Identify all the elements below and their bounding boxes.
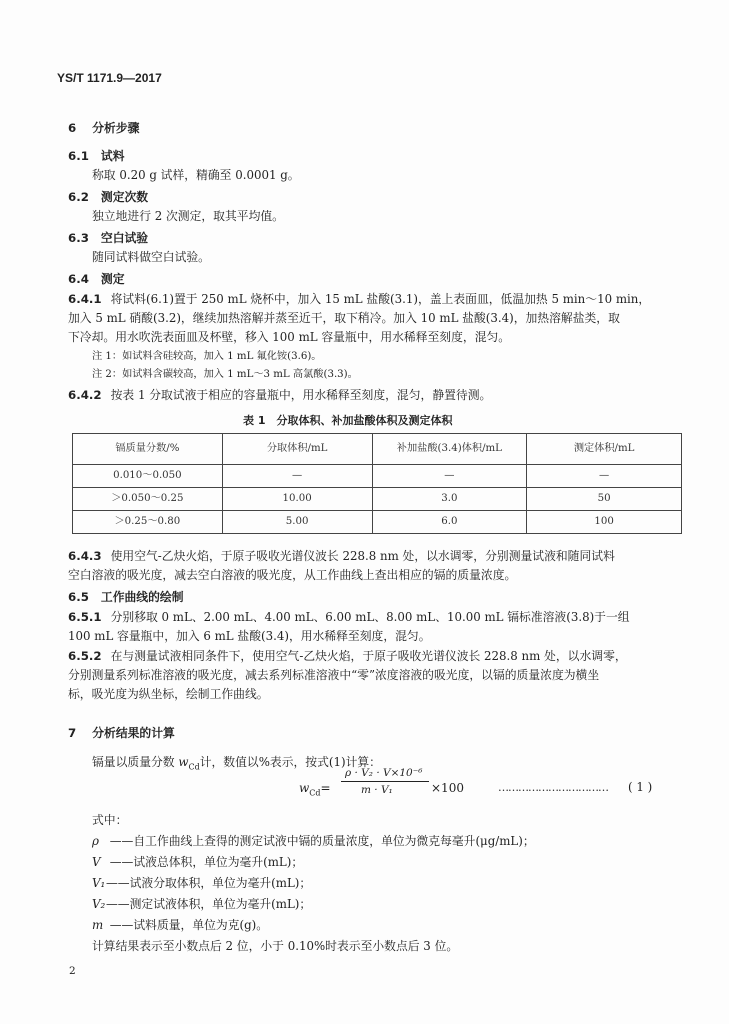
section-7-heading: 7 分析结果的计算 bbox=[68, 726, 175, 740]
table-cell: — bbox=[372, 465, 527, 488]
section-6-1-body: 称取 0.20 g 试样，精确至 0.0001 g。 bbox=[92, 168, 300, 182]
definition-v2: V₂——测定试液体积，单位为毫升(mL)； bbox=[92, 897, 312, 911]
table-row bbox=[73, 488, 682, 511]
definition-m: m ——试料质量，单位为克(g)。 bbox=[92, 918, 269, 932]
paragraph-6-4-1-line1: 6.4.1 将试料(6.1)置于 250 mL 烧杯中，加入 15 mL 盐酸(3.1)，盖上表面皿，低温加热 5 min～10 min， bbox=[68, 292, 651, 306]
paragraph-6-4-1-line2: 加入 5 mL 硝酸(3.2)，继续加热溶解并蒸至近干，取下稍冷。加入 10 mL 盐酸(3.4)，加热溶解盐类，取 bbox=[68, 311, 620, 325]
paragraph-6-4-1-line3: 下冷却。用水吹洗表面皿及杯壁，移入 100 mL 容量瓶中，用水稀释至刻度，混匀。 bbox=[68, 330, 511, 344]
where-label: 式中： bbox=[92, 813, 128, 827]
table-1 bbox=[72, 433, 682, 534]
section-6-3-body: 随同试料做空白试验。 bbox=[92, 250, 210, 264]
table-cell: 5.00 bbox=[222, 511, 372, 534]
section-6-heading: 6 分析步骤 bbox=[68, 121, 140, 135]
table-cell: 3.0 bbox=[372, 488, 527, 511]
paragraph-6-5-2-line3: 标，吸光度为纵坐标，绘制工作曲线。 bbox=[68, 687, 269, 701]
section-6-2-body: 独立地进行 2 次测定，取其平均值。 bbox=[92, 209, 284, 223]
table-cell: ＞0.25～0.80 bbox=[73, 511, 223, 534]
note-1: 注 1：如试料含硅较高，加入 1 mL 氟化铵(3.6)。 bbox=[92, 351, 322, 362]
equation-number: ( 1 ) bbox=[628, 780, 653, 794]
paragraph-6-5-2-line1: 6.5.2 在与测量试液相同条件下，使用空气-乙炔火焰，于原子吸收光谱仪波长 228.8 nm 处，以水调零， bbox=[68, 649, 627, 663]
table-cell: 6.0 bbox=[372, 511, 527, 534]
formula-numerator: ρ · V₂ · V×10⁻⁶ bbox=[345, 767, 423, 779]
section-6-1-heading: 6.1 试料 bbox=[68, 149, 125, 163]
table-row bbox=[73, 465, 682, 488]
table-cell: 50 bbox=[527, 488, 682, 511]
definition-rho: ρ ——自工作曲线上查得的测定试液中镉的质量浓度，单位为微克每毫升(μg/mL)； bbox=[92, 834, 535, 848]
definition-v1: V₁——试液分取体积，单位为毫升(mL)； bbox=[92, 876, 312, 890]
table-cell: 100 bbox=[527, 511, 682, 534]
table-header-cell: 分取体积/mL bbox=[222, 434, 372, 465]
formula-fraction bbox=[341, 767, 429, 798]
table-cell: — bbox=[527, 465, 682, 488]
table-row bbox=[73, 511, 682, 534]
table-header-row bbox=[73, 434, 682, 465]
formula-lhs: $w_{Cd}=$ bbox=[299, 781, 331, 798]
standard-number: YS/T 1171.9—2017 bbox=[57, 71, 162, 85]
paragraph-6-5-1-line1: 6.5.1 分别移取 0 mL、2.00 mL、4.00 mL、6.00 mL、8.00 mL、10.00 mL 镉标准溶液(3.8)于一组 bbox=[68, 610, 630, 624]
page-number: 2 bbox=[69, 965, 76, 977]
formula-leader-dots: …………………………… bbox=[498, 781, 608, 794]
table-cell: 10.00 bbox=[222, 488, 372, 511]
table-cell: ＞0.050～0.25 bbox=[73, 488, 223, 511]
table-header-cell: 测定体积/mL bbox=[527, 434, 682, 465]
paragraph-6-4-3-line2: 空白溶液的吸光度，减去空白溶液的吸光度，从工作曲线上查出相应的镉的质量浓度。 bbox=[68, 568, 517, 582]
section-7-intro: 镉量以质量分数 $w_{Cd}$计，数值以%表示，按式(1)计算： bbox=[92, 755, 381, 772]
paragraph-6-4-3-line1: 6.4.3 使用空气-乙炔火焰，于原子吸收光谱仪波长 228.8 nm 处，以水调零，分别测量试液和随同试料 bbox=[68, 549, 615, 563]
section-6-3-heading: 6.3 空白试验 bbox=[68, 231, 149, 245]
definition-v: V ——试液总体积，单位为毫升(mL)； bbox=[92, 855, 304, 869]
section-6-2-heading: 6.2 测定次数 bbox=[68, 190, 149, 204]
table-cell: — bbox=[222, 465, 372, 488]
result-precision-note: 计算结果表示至小数点后 2 位，小于 0.10%时表示至小数点后 3 位。 bbox=[92, 939, 459, 953]
formula-tail: ×100 bbox=[431, 781, 464, 795]
fraction-bar bbox=[341, 781, 429, 782]
paragraph-6-5-1-line2: 100 mL 容量瓶中，加入 6 mL 盐酸(3.4)，用水稀释至刻度，混匀。 bbox=[68, 629, 431, 643]
note-2: 注 2：如试料含碳较高，加入 1 mL～3 mL 高氯酸(3.3)。 bbox=[92, 369, 358, 380]
section-6-4-heading: 6.4 测定 bbox=[68, 272, 125, 286]
table-header-cell: 补加盐酸(3.4)体积/mL bbox=[372, 434, 527, 465]
paragraph-6-4-2: 6.4.2 按表 1 分取试液于相应的容量瓶中，用水稀释至刻度，混匀，静置待测。 bbox=[68, 388, 492, 402]
table-cell: 0.010～0.050 bbox=[73, 465, 223, 488]
table-header-cell: 镉质量分数/% bbox=[73, 434, 223, 465]
formula-denominator: m · V₁ bbox=[361, 784, 393, 796]
table-1-caption: 表 1 分取体积、补加盐酸体积及测定体积 bbox=[243, 414, 453, 427]
paragraph-6-5-2-line2: 分别测量系列标准溶液的吸光度，减去系列标准溶液中“零”浓度溶液的吸光度，以镉的质量浓度为横坐 bbox=[68, 668, 600, 682]
section-6-5-heading: 6.5 工作曲线的绘制 bbox=[68, 590, 184, 604]
